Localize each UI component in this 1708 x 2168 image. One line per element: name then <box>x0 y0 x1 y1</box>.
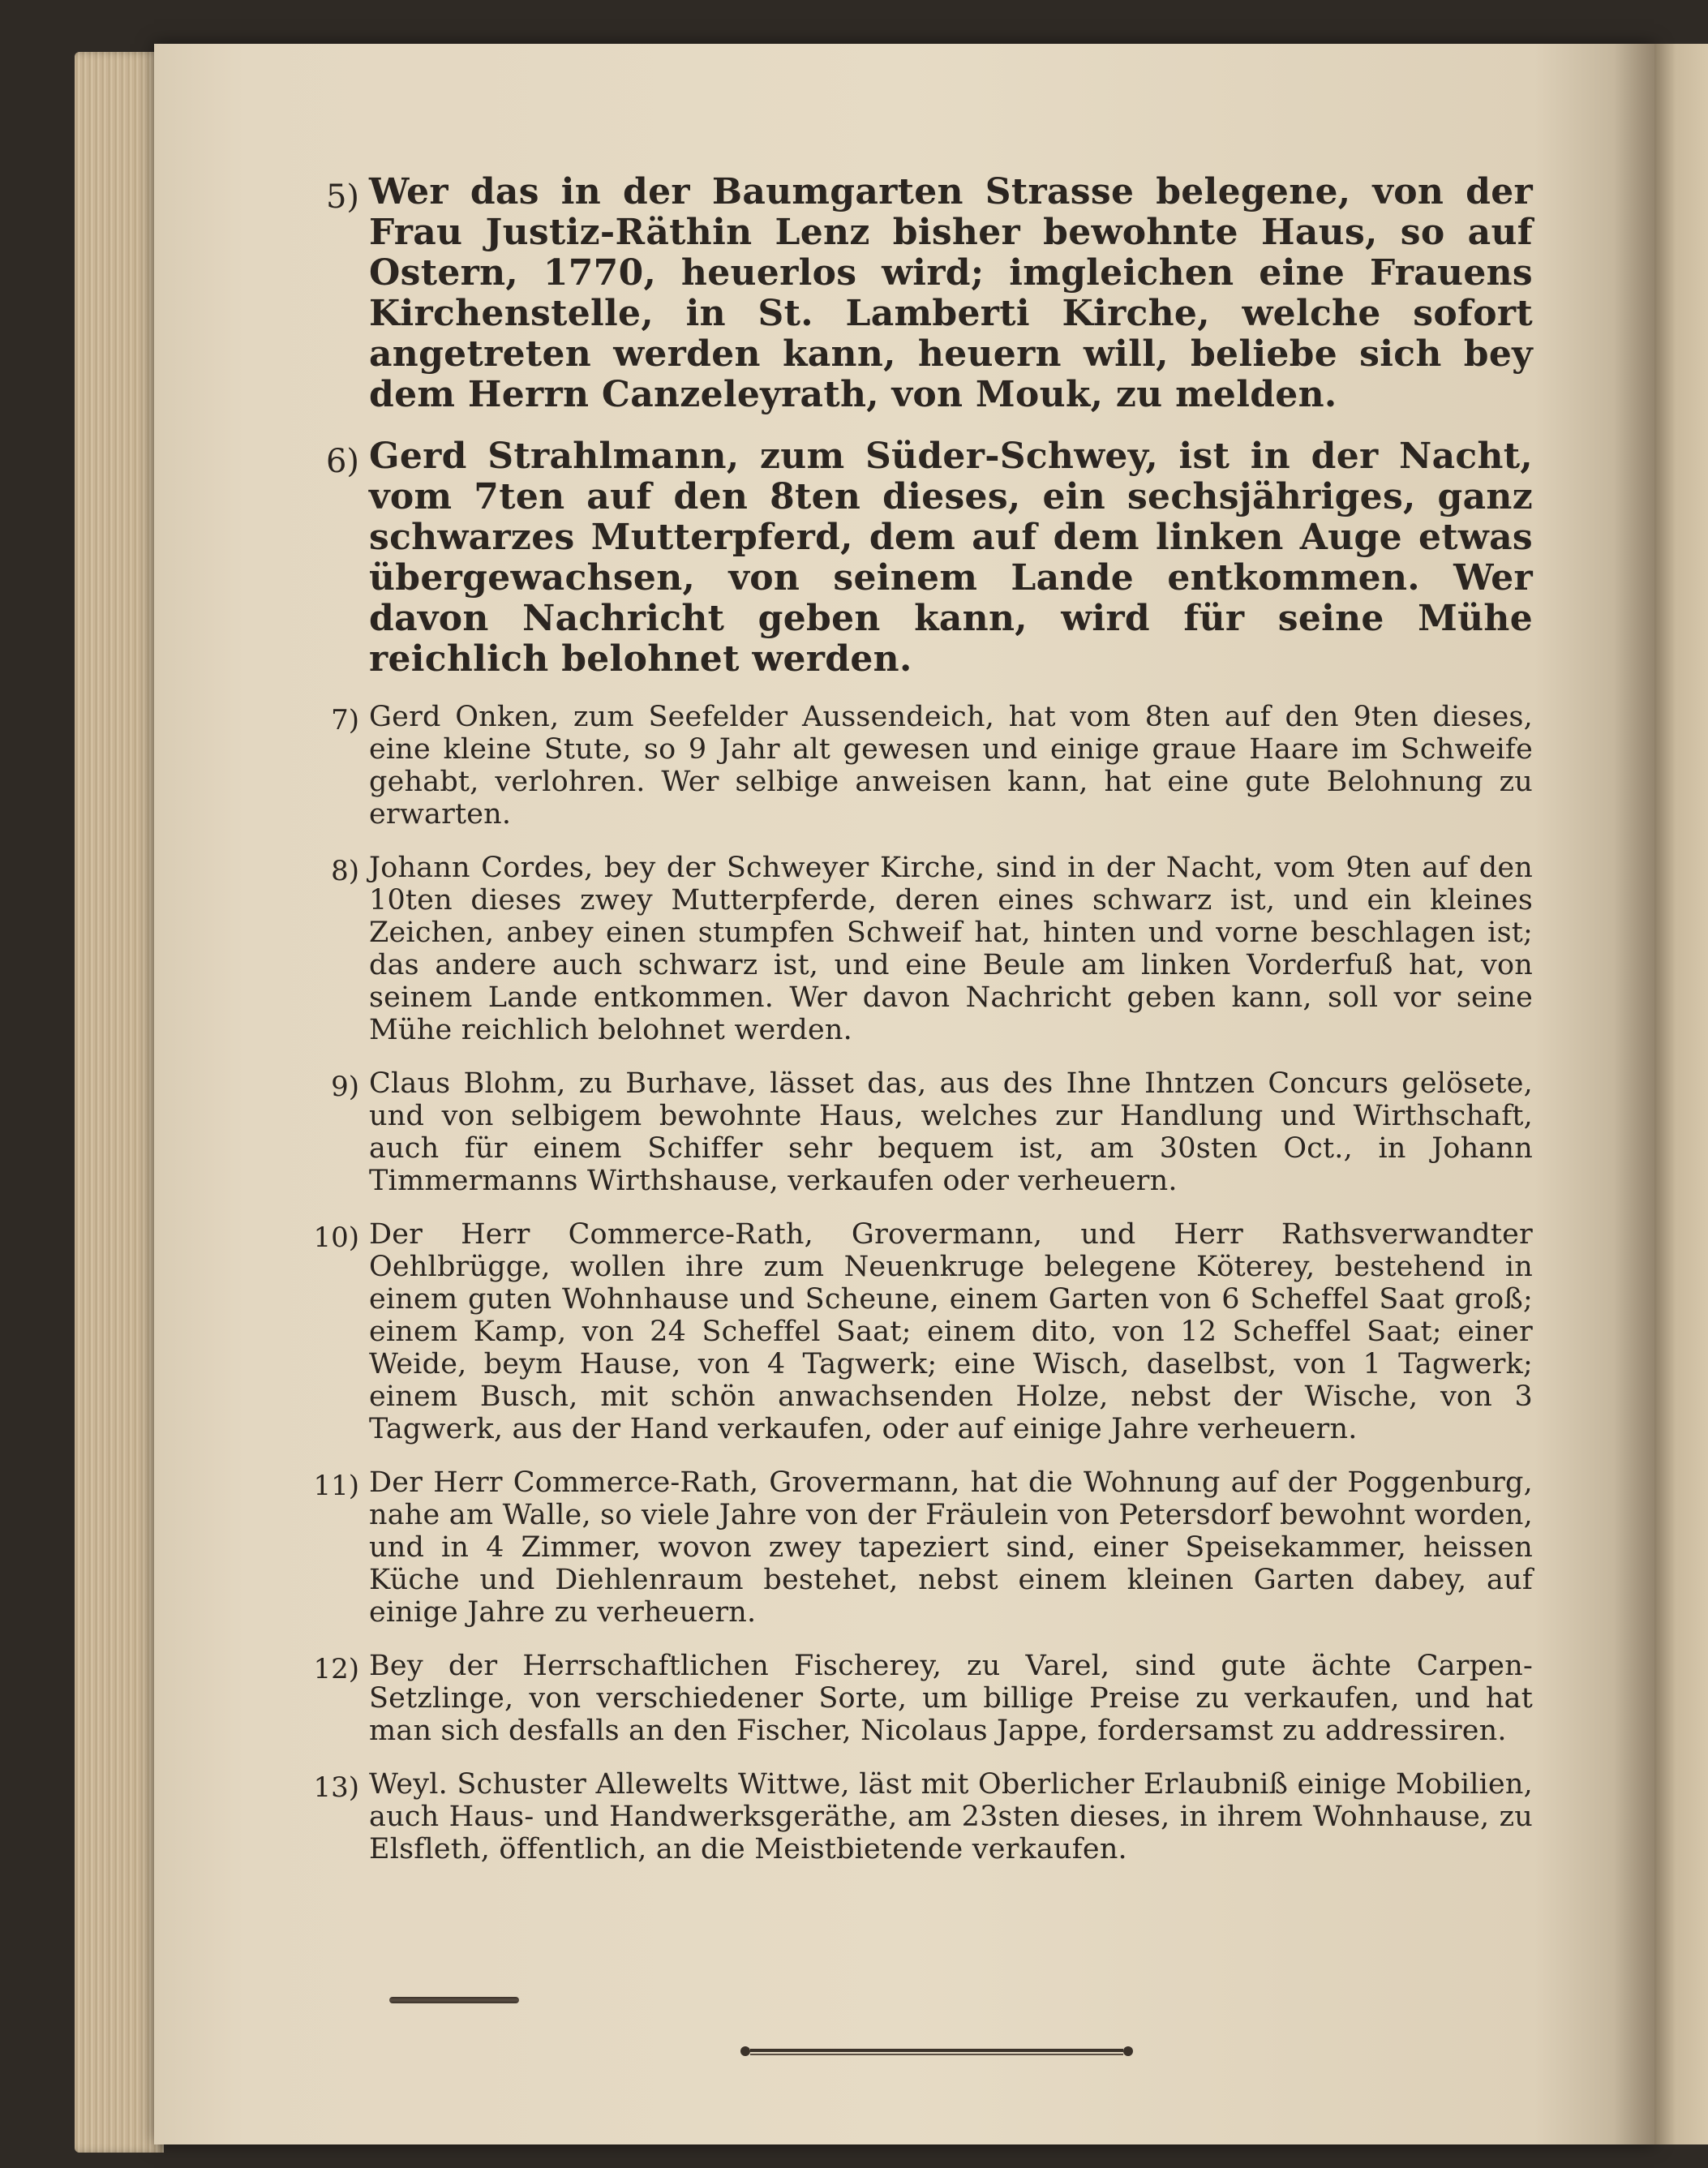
announcement-11 <box>313 1466 1534 1629</box>
closing-rule-short <box>389 1997 519 2003</box>
announcement-text: Gerd Onken, zum Seefelder Aussendeich, hat vom 8ten auf den 9ten dieses, eine kleine Stute, so 9 Jahr alt gewesen und einige graue Haare im Schweife gehabt, verlohren. Wer selbige anweisen kann, hat eine gute Belohnung zu erwarten. <box>369 701 1533 831</box>
announcement-12 <box>313 1650 1533 1747</box>
announcements-text-block <box>313 171 1534 1887</box>
announcement-text: Der Herr Commerce-Rath, Grovermann, und Herr Rathsverwandter Oehlbrügge, wollen ihre zum Neuenkruge belegene Köterey, bestehend in einem guten Wohnhause und Scheune, einem Garten von 6 Scheffel Saat groß; einem Kamp, von 24 Scheffel Saat; einem dito, von 12 Scheffel Saat; einer Weide, beym Hause, von 4 Tagwerk; eine Wisch, daselbst, von 1 Tagwerk; einem Busch, mit schön anwachsenden Holze, nebst der Wische, von 3 Tagwerk, aus der Hand verkaufen, oder auf einige Jahre verheuern. <box>369 1218 1533 1445</box>
announcement-number: 11) <box>313 1470 359 1502</box>
book-page-edges <box>75 52 164 2153</box>
announcement-text: Gerd Strahlmann, zum Süder-Schwey, ist in der Nacht, vom 7ten auf den 8ten dieses, ein sechsjähriges, ganz schwarzes Mutterpferd, dem auf dem linken Auge etwas übergewachsen, von seinem Lande entkommen. Wer davon Nachricht geben kann, wird für seine Mühe reichlich belohnet werden. <box>369 436 1533 680</box>
announcement-number: 10) <box>313 1221 359 1254</box>
announcement-number: 7) <box>331 704 359 736</box>
announcement-number: 8) <box>331 855 359 887</box>
announcement-10 <box>313 1218 1533 1445</box>
announcement-text: Weyl. Schuster Allewelts Wittwe, läst mit Oberlicher Erlaubniß einige Mobilien, auch Haus- und Handwerksgeräthe, am 23sten dieses, in ihrem Wohnhause, zu Elsfleth, öffentlich, an die Meistbietende verkaufen. <box>369 1768 1533 1865</box>
facing-page-edge <box>1654 44 1708 2144</box>
announcement-text: Wer das in der Baumgarten Strasse belegene, von der Frau Justiz-Räthin Lenz bisher bewohnte Haus, so auf Ostern, 1770, heuerlos wird; imgleichen eine Frauens Kirchenstelle, in St. Lamberti Kirche, welche sofort angetreten werden kann, heuern will, beliebe sich bey dem Herrn Canzeleyrath, von Mouk, zu melden. <box>369 171 1533 415</box>
announcement-text: Bey der Herrschaftlichen Fischerey, zu Varel, sind gute ächte Carpen-Setzlinge, von verschiedener Sorte, um billige Preise zu verkaufen, und hat man sich desfalls an den Fischer, Nicolaus Jappe, fordersamst zu addressiren. <box>369 1650 1533 1747</box>
announcement-number: 6) <box>325 443 359 480</box>
announcement-number: 9) <box>331 1071 359 1103</box>
announcement-text: Claus Blohm, zu Burhave, lässet das, aus des Ihne Ihntzen Concurs gelösete, und von selbigem bewohnte Haus, welches zur Handlung und Wirthschaft, auch für einem Schiffer sehr bequem ist, am 30sten Oct., in Johann Timmermanns Wirthshause, verkaufen oder verheuern. <box>369 1067 1533 1197</box>
announcement-5 <box>325 171 1533 415</box>
announcement-9 <box>331 1067 1533 1197</box>
announcement-8 <box>331 852 1533 1046</box>
announcement-6 <box>325 436 1533 680</box>
announcement-text: Johann Cordes, bey der Schweyer Kirche, sind in der Nacht, vom 9ten auf den 10ten dieses zwey Mutterpferde, deren eines schwarz ist, und ein kleines Zeichen, anbey einen stumpfen Schweif hat, hinten und vorne beschlagen ist; das andere auch schwarz ist, und eine Beule am linken Vorderfuß hat, von seinem Lande entkommen. Wer davon Nachricht geben kann, soll vor seine Mühe reichlich belohnet werden. <box>369 852 1533 1046</box>
announcement-number: 13) <box>313 1771 359 1804</box>
announcement-number: 12) <box>313 1653 359 1685</box>
announcement-number: 5) <box>325 178 359 216</box>
announcement-7 <box>331 701 1533 831</box>
announcement-13 <box>313 1768 1533 1865</box>
closing-ornament-rule <box>734 2044 1139 2060</box>
announcement-text: Der Herr Commerce-Rath, Grovermann, hat die Wohnung auf der Poggenburg, nahe am Walle, so viele Jahre von der Fräulein von Petersdorf bewohnt worden, und in 4 Zimmer, wovon zwey tapeziert sind, einer Speisekammer, heissen Küche und Diehlenraum bestehet, nebst einem kleinen Garten dabey, auf einige Jahre zu verheuern. <box>369 1466 1534 1629</box>
